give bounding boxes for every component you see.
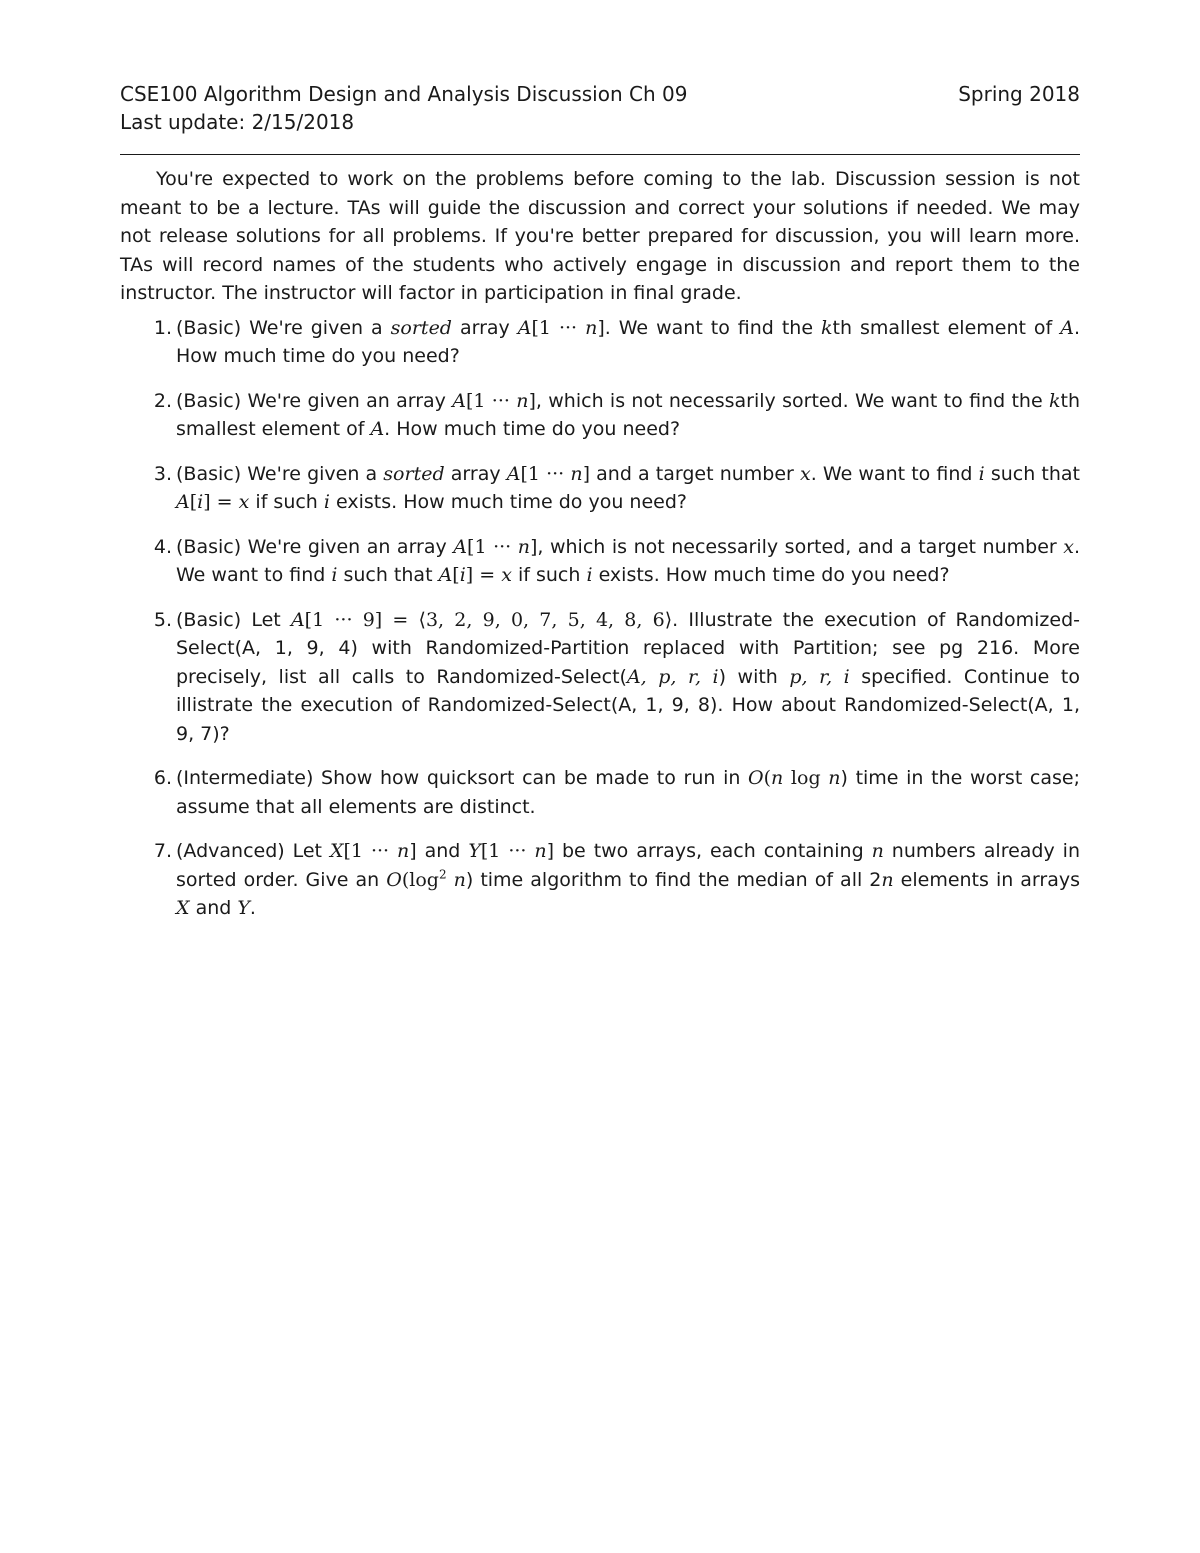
math-var: i: [586, 564, 593, 586]
problem-item-6: [120, 764, 1080, 821]
math-text: [1 ···: [465, 389, 517, 412]
math-text: ] =: [203, 491, 239, 513]
problem-text: exists. How much time do you need?: [592, 564, 950, 586]
problem-text: array: [451, 316, 518, 339]
problem-text: such that: [984, 462, 1080, 485]
math-var: O: [386, 868, 402, 891]
math-var: A: [517, 316, 532, 339]
math-var: k: [1048, 389, 1061, 412]
document-page: [120, 80, 1080, 939]
math-var: x: [1063, 535, 1074, 558]
intro-paragraph: You're expected to work on the problems before coming to the lab. Discussion session is not meant to be a lecture. TAs will guide the discussion and correct your solutions if needed. We may not release solutions for all problems. If you're better prepared for discussion, you will learn more. TAs will record names of the students who actively engage in discussion and report them to the instructor. The instructor will factor in participation in final grade.: [120, 168, 1080, 304]
problem-text: ], which is not necessarily sorted. We want to find the: [528, 389, 1049, 412]
math-var: Y: [468, 840, 481, 862]
math-var: n: [534, 840, 547, 862]
math-var: A: [1060, 316, 1074, 339]
problem-number: 2.: [153, 389, 172, 412]
problem-number: 6.: [153, 767, 172, 789]
math-var: X: [176, 897, 190, 919]
math-var: k: [821, 316, 833, 339]
problem-number: 7.: [153, 840, 172, 862]
term: Spring 2018: [958, 82, 1080, 106]
problem-item-3: [120, 460, 1080, 517]
problem-text: ) with: [718, 665, 790, 688]
problem-text: such that: [337, 564, 439, 586]
math-var: n: [585, 316, 598, 339]
math-text: (log: [401, 868, 439, 891]
math-text: [447, 869, 454, 891]
problem-text: . How much time do you need?: [176, 316, 1080, 367]
problem-number: 3.: [153, 462, 172, 485]
math-var: A, p, r, i: [626, 665, 719, 688]
problem-item-5: [120, 606, 1080, 749]
math-var: A: [506, 462, 521, 485]
emphasis: sorted: [383, 462, 445, 485]
math-var: i: [323, 491, 330, 513]
math-var: n: [570, 462, 583, 485]
math-var: Y: [237, 897, 250, 919]
problem-item-7: [120, 837, 1080, 923]
problem-text: . How much time do you need?: [384, 418, 681, 440]
math-var: n: [397, 840, 410, 862]
problem-list: [120, 314, 1080, 923]
problem-text: (Basic) Let: [176, 608, 291, 631]
math-var: n: [516, 389, 529, 412]
math-var: A: [453, 535, 468, 558]
math-var: i: [459, 564, 466, 586]
course-title: CSE100 Algorithm Design and Analysis Discussion Ch 09: [120, 82, 688, 106]
problem-number: 4.: [153, 535, 172, 558]
problem-text: elements in arrays: [893, 868, 1081, 891]
math-text: [1 ···: [520, 462, 571, 485]
problem-text: exists. How much time do you need?: [329, 491, 687, 513]
problem-text: if such: [249, 491, 324, 513]
math-var: n: [517, 535, 530, 558]
problem-text: (Advanced) Let: [176, 840, 330, 862]
math-text: [: [452, 564, 460, 586]
math-var: n: [881, 868, 894, 891]
problem-number: 1.: [153, 316, 172, 339]
math-text: ] =: [465, 564, 502, 586]
math-var: A: [370, 418, 385, 440]
math-var: n: [871, 840, 884, 862]
math-text: [1 ···: [467, 535, 518, 558]
problem-text: ], which is not necessarily sorted, and a target number: [529, 535, 1064, 558]
math-text: [: [189, 491, 198, 513]
problem-item-2: [120, 387, 1080, 444]
problem-text: and: [189, 897, 238, 919]
math-var: X: [329, 840, 344, 862]
problem-text: ) time in the worst case; assume that all elements are distinct.: [176, 767, 1080, 818]
problem-text: ] and a target number: [582, 462, 800, 485]
math-text: (: [763, 767, 772, 789]
document-header: [120, 80, 1080, 136]
math-var: A: [438, 564, 453, 586]
problem-text: (Intermediate) Show how quicksort can be made to run in: [176, 767, 749, 789]
math-var: A: [176, 491, 190, 513]
problem-text: specified. Continue to illistrate the execution of Randomized-Select(A, 1, 9, 8). How about Randomized-Select(A, 1, 9, 7)?: [176, 665, 1080, 745]
math-var: A: [290, 608, 305, 631]
last-update: Last update: 2/15/2018: [120, 110, 355, 134]
math-var: n: [771, 767, 784, 789]
math-var: n: [453, 868, 466, 891]
math-var: i: [331, 564, 338, 586]
problem-text: . We want to find: [176, 535, 1080, 586]
problem-text: th smallest element of: [176, 389, 1080, 440]
math-var: p, r, i: [789, 665, 850, 688]
problem-item-1: [120, 314, 1080, 371]
math-text: [1 ···: [343, 840, 398, 862]
header-rule: [120, 154, 1080, 155]
problem-text: (Basic) We're given a: [176, 316, 391, 339]
math-var: x: [800, 462, 811, 485]
problem-text: (Basic) We're given a: [176, 462, 384, 485]
problem-text: ) time algorithm to find the median of all 2: [465, 868, 882, 891]
problem-text: (Basic) We're given an array: [176, 389, 453, 412]
problem-text: . We want to find: [810, 462, 979, 485]
problem-text: array: [444, 462, 507, 485]
problem-text: . Illustrate the execution of Randomized-Select(A, 1, 9, 4) with Randomized-Partition replaced with Partition; see pg 216. More precisely, list all calls to Randomized-Select(: [176, 608, 1080, 688]
problem-text: th smallest element of: [832, 316, 1061, 339]
problem-text: numbers already in sorted order. Give an: [176, 840, 1080, 891]
math-text: [1 ··· 9] = ⟨3, 2, 9, 0, 7, 5, 4, 8, 6⟩: [304, 608, 673, 631]
math-var: n: [828, 767, 841, 789]
math-var: A: [452, 389, 466, 412]
math-text: log: [783, 767, 829, 789]
math-var: x: [238, 491, 250, 513]
math-text: [1 ···: [480, 840, 535, 862]
problem-text: ] and: [409, 840, 469, 862]
problem-item-4: [120, 533, 1080, 590]
math-var: i: [197, 491, 204, 513]
header-title-row: [120, 80, 1080, 108]
problem-text: ]. We want to find the: [597, 316, 821, 339]
math-var: i: [978, 462, 985, 485]
math-var: x: [501, 564, 512, 586]
math-text: [1 ···: [531, 316, 586, 339]
math-var: O: [748, 767, 764, 789]
problem-text: if such: [511, 564, 587, 586]
problem-text: (Basic) We're given an array: [176, 535, 454, 558]
emphasis: sorted: [390, 316, 452, 339]
problem-text: ] be two arrays, each containing: [546, 840, 872, 862]
problem-number: 5.: [153, 608, 172, 631]
problem-text: .: [249, 897, 256, 919]
math-superscript: 2: [438, 867, 447, 882]
